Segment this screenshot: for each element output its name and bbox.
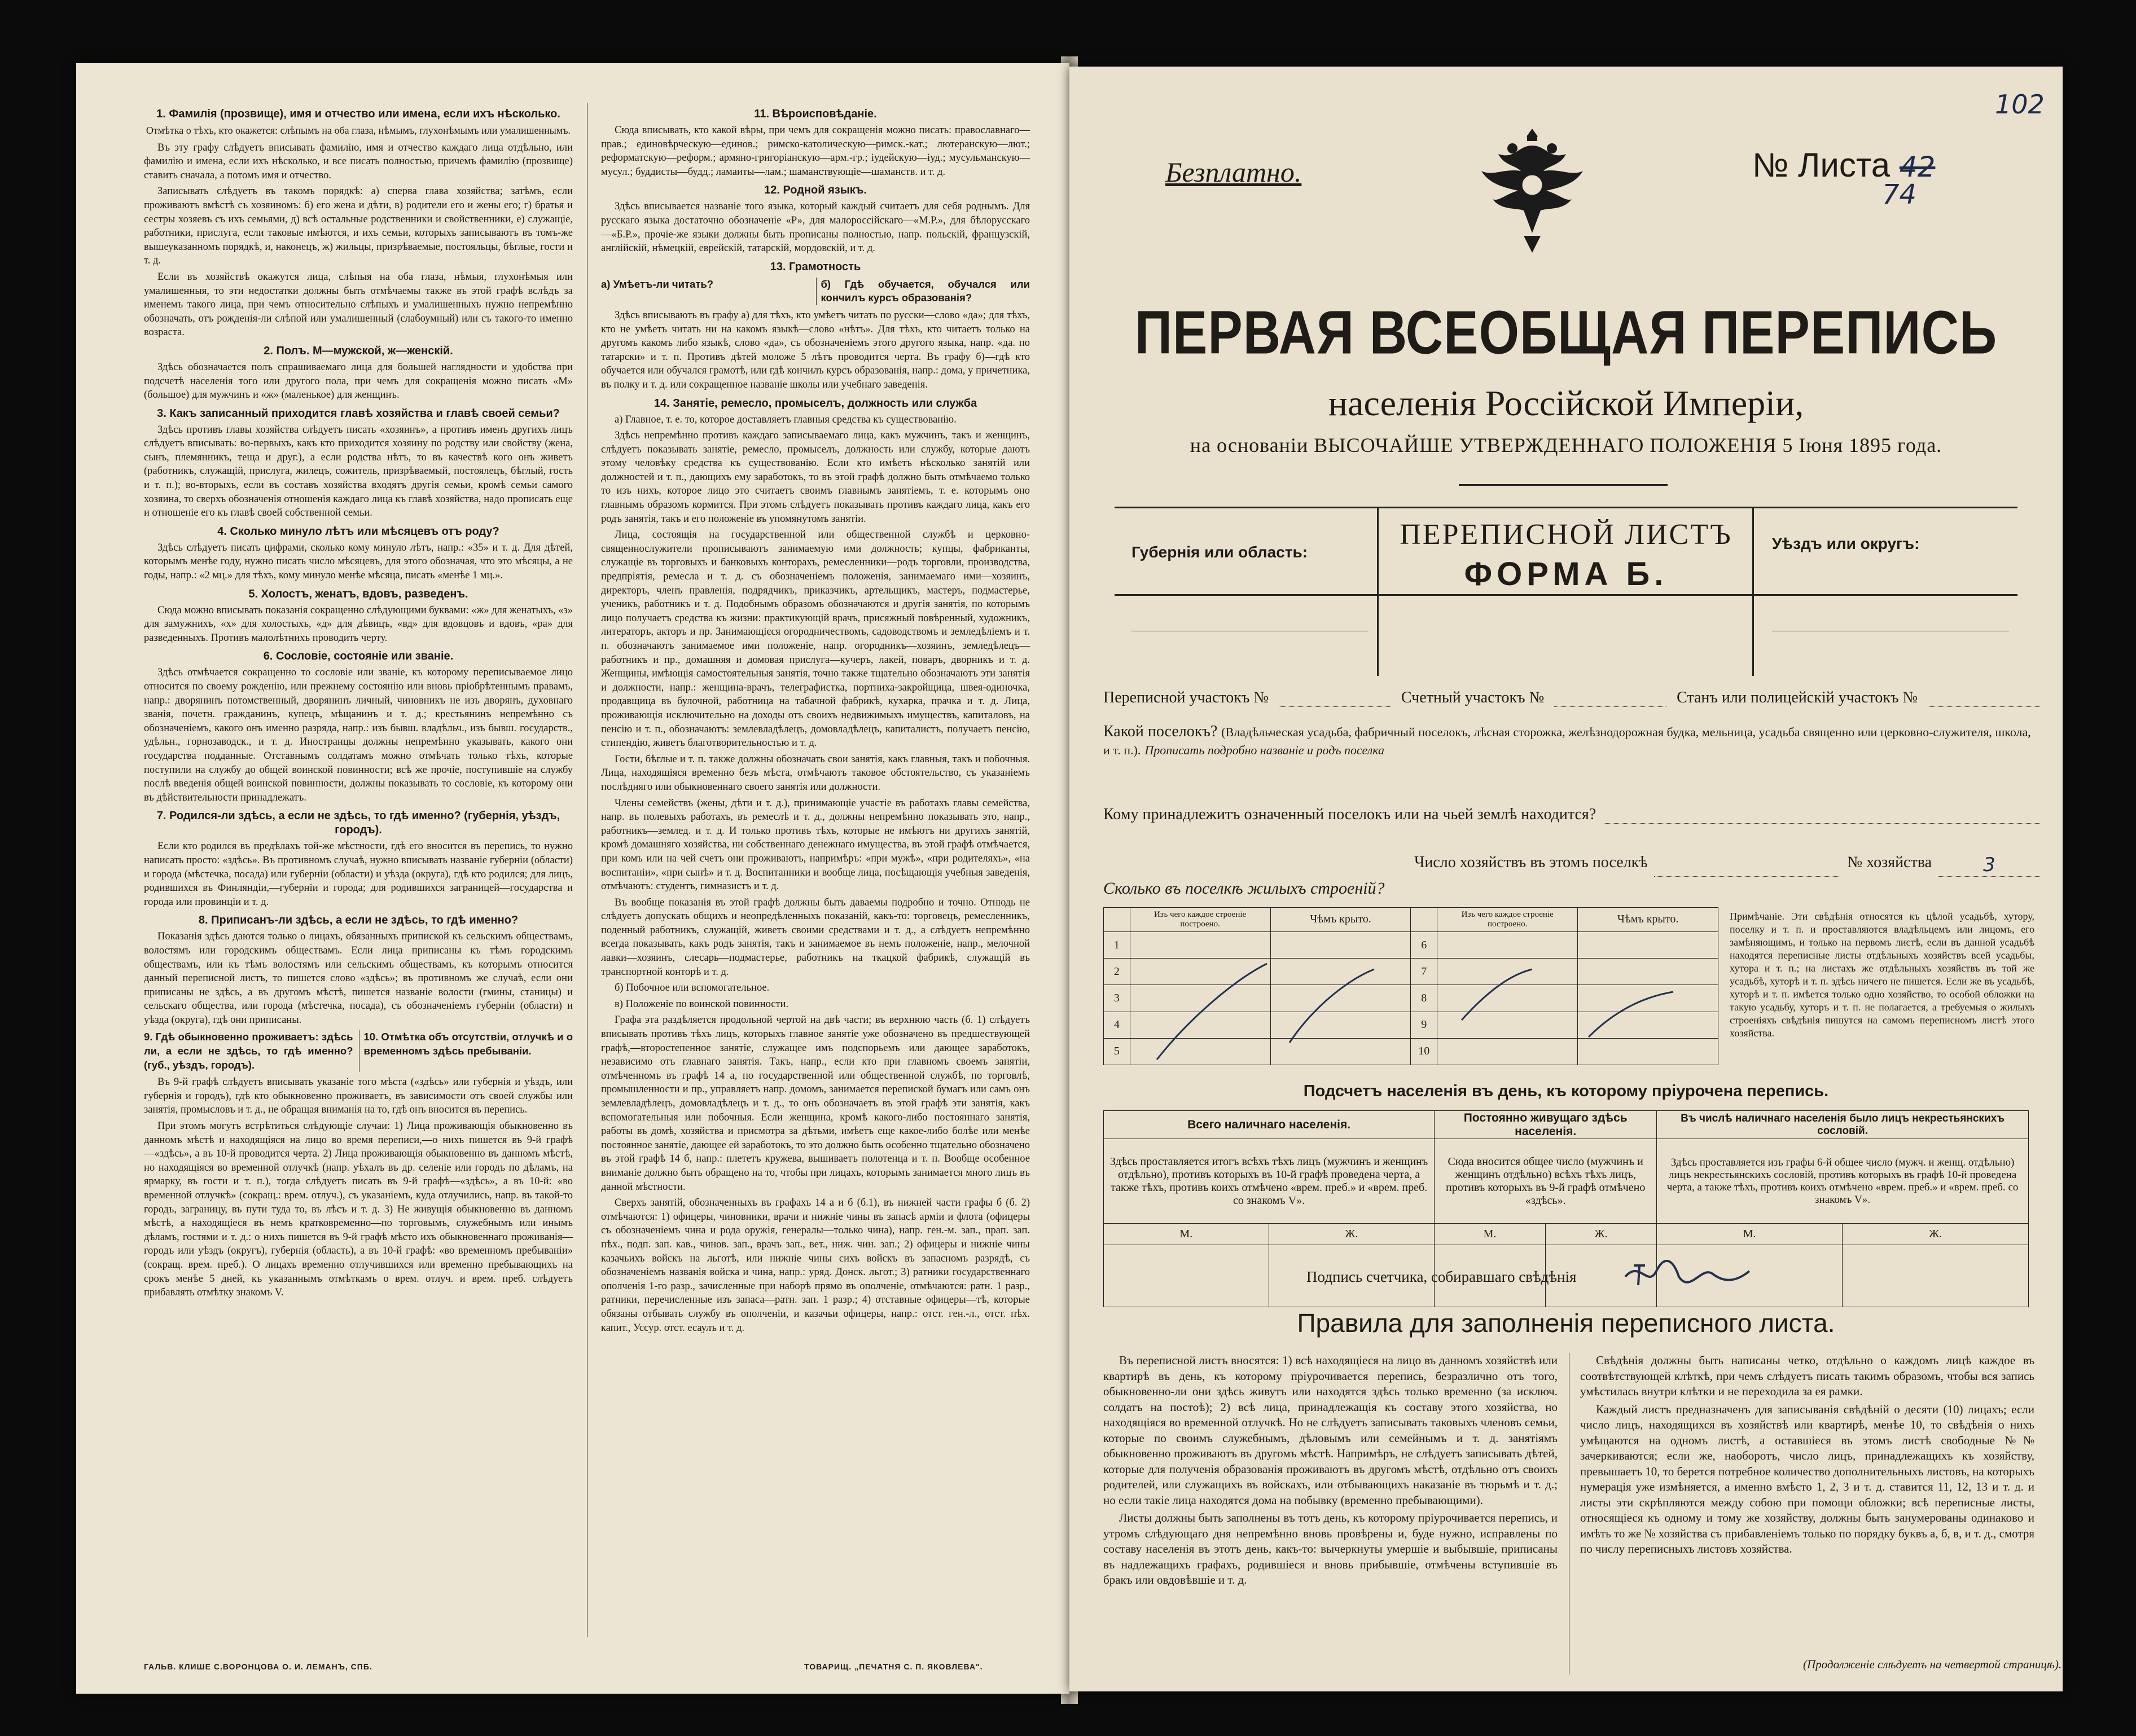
sheet-number-value: 74: [1882, 179, 1917, 210]
instruction-paragraph: Показанія здѣсь даются только о лицахъ, обязанныхъ припиской къ сельскимъ обществамъ, волостямъ или городскимъ обществамъ. Если лица приписаны къ тѣмъ городскимъ обществамъ, или къ тѣмъ волостямъ или сельскимъ обществамъ, къ которымъ относится данный переписной листъ, то пишется слово «здѣсь»; въ противномъ же случаѣ, если они приписаны не здѣсь, а въ другомъ мѣстѣ, пишется названіе волости (гмины, станицы) и сельскаго общества, или города (мѣстечка, посада), съ обозначеніемъ губерніи (области) и уѣзда (округа), гдѣ они приписаны.: [144, 931, 573, 1026]
free-of-charge-label: Безплатно.: [1165, 156, 1302, 188]
instructions-column-1: [144, 103, 573, 1302]
count-zh-1: Ж.: [1269, 1224, 1435, 1245]
dwellings-remark: Примѣчаніе. Эти свѣдѣнія относятся къ цѣлой усадьбѣ, хутору, поселку и т. п. и проставляются владѣльцемъ или лицомъ, его замѣняющимъ, и только на первомъ листѣ, если въ данной усадьбѣ находятся переписные листы отдѣльныхъ хозяйствъ всей усадьбы, хутора и т. п.; на листахъ же отдѣльныхъ хозяйствъ въ той же усадьбѣ, хуторѣ и т. п. здѣсь ничего не пишется. Если же въ усадьбѣ, хуторѣ и т. п. имѣется только одно хозяйство, то особой обложки на такую усадьбу, хуторъ и т. п. не полагается, а требуемыя о жилыхъ строеніяхъ свѣдѣнія пишутся на самомъ переписномъ листѣ этого хозяйства.: [1730, 911, 2034, 1039]
instruction-paragraph: Въ эту графу слѣдуетъ вписывать фамилію, имя и отчество каждаго лица отдѣльно, или фамилію и имена, если ихъ нѣсколько, и все писать полностью, причемъ фамилію (прозвище) ставить сначала, а потомъ имя и отчество.: [144, 142, 573, 181]
count-m-3: М.: [1657, 1224, 1843, 1245]
instruction-paragraph: Если въ хозяйствѣ окажутся лица, слѣпыя на оба глаза, нѣмыя, глухонѣмыя или умалишенныя, то эти недостатки должны быть отмѣчаемы также въ этой графѣ вслѣдъ за именемъ такого лица, при чемъ относительно слѣпыхъ и умалишенныхъ нужно непремѣнно обозначать, отъ рожденія-ли слѣпой или умалишенный (слабоумный) или съ такого-то именно возраста.: [144, 271, 573, 339]
legal-basis: на основаніи ВЫСОЧАЙШЕ УТВЕРЖДЕННАГО ПОЛОЖЕНІЯ 5 Іюня 1895 года.: [1190, 434, 1942, 456]
instruction-paragraph: Если кто родился въ предѣлахъ той-же мѣстности, гдѣ его вносится въ перепись, то нужно написать просто: «здѣсь». Въ противномъ случаѣ, нужно вписывать названіе губерніи (области) и города (мѣстечка, посада) или губерніи (области) и уѣзда (округа), гдѣ кто родился; для лицъ, родившихся въ Финляндіи,—губерніи и города; для родившихся заграницей—государства и города или провинціи и т. д.: [144, 841, 573, 908]
owner-line: [1103, 806, 2040, 824]
district-line: [1103, 689, 2040, 707]
two-part-heading-item: а) Умѣетъ-ли читать?: [601, 278, 714, 290]
section-heading: 7. Родился-ли здѣсь, а если не здѣсь, то гдѣ именно? (губернія, уѣздъ, городъ).: [156, 810, 560, 837]
instruction-paragraph: Сверхъ занятій, обозначенныхъ въ графахъ 14 а и б (б.1), въ нижней части графы б (б. 2) отмѣчаются: 1) офицеры, чиновники, врачи и нижніе чины въ запасѣ арміи и флота (офицеры съ обозначеніемъ чина и рода оружія, генералы—только чина), напр. ген.-м. зап., прап. зап. пѣх., подп. зап. кав., чинов. зап., врачъ зап., вет., ниж. чин. зап.; 2) офицеры и нижніе чины казачьихъ войскъ на льготѣ, или нижніе чины сихъ войскъ въ запасномъ разрядѣ, съ обозначеніемъ названія войска и чина, напр.: уряд. Донск. льгот.; 3) ратники государственнаго ополченія 1-го разр., зачисленные при наборѣ прямо въ ополченіе, отмѣчаются: ратн. 1 разр., ратники, перечисленные изъ запаса—ратн. зап. 1 разр.; 4) отставные офицеры—тѣ, которые обязаны отбывать службу въ ополченіи, и казачьи офицеры, напр.: отст. ген.-л., отст. пѣх. капит., Уссур. отст. есаулъ и т. д.: [601, 1197, 1030, 1334]
instruction-paragraph: Сюда можно вписывать показанія сокращенно слѣдующими буквами: «ж» для женатыхъ, «з» для замужнихъ, «х» для холостыхъ, «д» для дѣвицъ, «вд» для вдовцовъ и вдовъ, «ра» для разведенныхъ. Противъ малолѣтнихъ проводить черту.: [144, 604, 573, 644]
instruction-paragraph: б) Побочное или вспомогательное.: [615, 982, 770, 994]
settlement-label: Какой поселокъ?: [1103, 723, 1218, 740]
dwelling-row-number: 10: [1411, 1038, 1437, 1065]
dwellings-row-num-head: [1104, 908, 1130, 932]
dwelling-row-number: 8: [1411, 985, 1437, 1012]
instruction-paragraph: Здѣсь отмѣчается сокращенно то сословіе или званіе, къ которому переписываемое лицо относится по своему рожденію, или прежнему состоянію или вновь пріобрѣтеннымъ правамъ, напр.: дворянинъ потомственный, дворянинъ личный, чиновникъ не изъ дворянъ, духовнаго званія, почетн. гражданинъ, купецъ, мѣщанинъ и т. д.; крестьянинъ непремѣнно съ обозначеніемъ, какого онъ именно разряда, напр.: изъ бывш. владѣльч., изъ бывш. государств., удѣльн., горнозаводск., и т. д. Иностранцы должны непремѣнно указывать, какого они государства подданные. Отставнымъ солдатамъ можно отмѣчать только тѣхъ, которые поступили на службу до общей воинской повинности; всѣ же прочіе, поступившіе на службу послѣ введенія общей воинской повинности, должны показывать то сословіе, къ которому они въ дѣйствительности принадлежатъ.: [144, 667, 573, 803]
form-title-line-1: ПЕРЕПИСНОЙ ЛИСТЪ: [1400, 518, 1733, 551]
form-title-line-2: ФОРМА Б.: [1464, 556, 1668, 592]
instruction-paragraph: Гости, бѣглые и т. п. также должны обозначать свои занятія, какъ главныя, такъ и побочныя. Лица, находящіяся временно безъ мѣста, отмѣчаютъ таковое обстоятельство, съ указаніемъ послѣдняго или обыкновеннаго своего занятія или должности.: [601, 753, 1030, 793]
census-title: ПЕРВАЯ ВСЕОБЩАЯ ПЕРЕПИСЬ: [1134, 298, 1998, 367]
rule-paragraph: Листы должны быть заполнены въ тотъ день, къ которому пріурочивается перепись, и утромъ слѣдующаго дня непремѣнно вновь провѣрены и, буде нужно, исправлены по составу населенія въ этотъ день, какъ-то: вычеркнуты умершіе и выбывшіе, приписаны въ надлежащихъ графахъ, родившіеся и вновь прибывшіе, отмѣчены вступившіе въ бракъ или овдовѣвшіе и т. д.: [1103, 1511, 1558, 1586]
instruction-paragraph: Сюда вписывать, кто какой вѣры, при чемъ для сокращенія можно писать: православнаго—прав.; единовѣрческую—единов.; римско-католическую—римск.-кат.; лютеранскую—лют.; реформатскую—реформ.; армяно-григоріанскую—арм.-гр.; іудейскую—іуд.; мусульманскую—мусул.; буддисты—будд.; ламаиты—лам.; шаманствующіе—шаманств. и т. д.: [601, 125, 1030, 178]
sheet-number: [1752, 146, 1935, 210]
households-count-field[interactable]: [1654, 854, 1840, 877]
uezd-label: Уѣздъ или округъ:: [1772, 535, 1920, 552]
instruction-paragraph: При этомъ могутъ встрѣтиться слѣдующіе случаи: 1) Лица проживающія обыкновенно въ данномъ мѣстѣ и находящіяся на лицо во время переписи,—о нихъ пишется въ 9-й графѣ—«здѣсь», а въ 10-й проводится черта. 2) Лица проживающія обыкновенно въ данномъ мѣстѣ, но находящіяся во временной отлучкѣ (напр. уѣхалъ въ др. селеніе или городъ по дѣламъ, на ярмарку, въ гости и т. п.), тогда слѣдуетъ писать въ 9-й графѣ—«здѣсь», а въ 10-й: «во временной отлучкѣ» (сокращ.: врем. отлуч.), съ указаніемъ, куда отлучились, напр. въ такой-то городъ, заграницу, въ пути туда то, въ лѣсъ и т. д. 3) Не живущія обыкновенно въ данномъ мѣстѣ, а находящіеся въ немъ кратковременно—по торговымъ, служебнымъ или инымъ дѣламъ, гостями и т. д.: о нихъ пишется въ 9-й графѣ мѣсто ихъ обыкновеннаго проживанія—городъ или уѣздъ (округъ), губернія (область), а въ 10-й графѣ: «во временномъ пребываніи» (сокращ. врем. преб.). О лицахъ временно отлучившихся или временно пребывающихъ на срокъ менѣе 5 дней, къ указаннымъ отмѣткамъ о врем. отлуч. и врем. преб. слѣдуетъ прибавлять отмѣтку знакомъ V.: [144, 1120, 573, 1299]
dwelling-row-number: 9: [1411, 1012, 1437, 1038]
households-line: [1103, 854, 2040, 877]
instruction-paragraph: Здѣсь обозначается полъ спрашиваемаго лица для большей наглядности и удобства при подсчетѣ населенія того или другого пола, при чемъ для сокращенія можно писать «М» (большое) для мужчинъ и «ж» (маленькое) для женщинъ.: [144, 361, 573, 401]
printer-credit-left: ГАЛЬВ. КЛИШЕ С.ВОРОНЦОВА О. И. ЛЕМАНЪ, СПБ.: [144, 1662, 372, 1671]
header-box-right-divider: [1752, 507, 1754, 676]
right-page: [1069, 67, 2063, 1691]
count-zh-2: Ж.: [1545, 1224, 1656, 1245]
household-number-value[interactable]: 3: [1938, 854, 2040, 877]
counting-district-field[interactable]: [1554, 689, 1666, 707]
census-subtitle: населенія Россійской Имперіи,: [1328, 383, 1804, 423]
gubernia-label: Губернія или область:: [1131, 543, 1308, 561]
corner-handwritten-note: 102: [1995, 89, 2045, 120]
dwellings-question: Сколько въ поселкѣ жилыхъ строеній?: [1103, 879, 1385, 898]
census-district-label: Переписной участокъ №: [1103, 689, 1269, 706]
count-m-1: М.: [1104, 1224, 1269, 1245]
two-part-heading: [601, 278, 1030, 305]
section-heading: 11. Вѣроисповѣданіе.: [754, 108, 877, 120]
settlement-hint: (Владѣльческая усадьба, фабричный поселокъ, лѣсная сторожка, желѣзнодорожная будка, мельница, усадьба священно или церковно-служителя, школа, и т. п.).: [1103, 725, 2031, 757]
dwelling-row-number: 3: [1104, 985, 1130, 1012]
instruction-paragraph: Здѣсь непремѣнно противъ каждаго записываемаго лица, какъ мужчинъ, такъ и женщинъ, слѣдуетъ показывать занятіе, ремесло, промыселъ, должность или службу, которые даютъ этому человѣку средства къ существованію. Если кто имѣетъ нѣсколько занятій или должностей и т. п., дающихъ ему заработокъ, то въ этой графѣ должно быть отмѣчаемо только то изъ нихъ, которое лицо это считаетъ своимъ главнымъ занятіемъ, т. е. которымъ оно главнымъ образомъ кормится. При этомъ слѣдуетъ показывать противъ каждаго лица, какъ его родъ занятія, такъ и его положеніе въ упомянутомъ занятіи.: [601, 430, 1030, 525]
two-part-heading-item: б) Гдѣ обучается, обучался или кончилъ курсъ образованія?: [816, 278, 1030, 305]
rules-title: Правила для заполненія переписного листа.: [1297, 1308, 1835, 1338]
owner-field[interactable]: [1603, 806, 2040, 824]
title-separator: [1459, 484, 1668, 486]
dwellings-material-head-2: Изъ чего каждое строеніе построено.: [1437, 908, 1578, 932]
section-heading: 8. Приписанъ-ли здѣсь, а если не здѣсь, то гдѣ именно?: [198, 914, 519, 927]
instruction-paragraph: Здѣсь вписывается названіе того языка, который каждый считаетъ для себя роднымъ. Для русскаго языка достаточно обозначеніе «Р», для малороссійскаго—«М.Р.», для бѣлорусскаго—«Б.Р.», прочіе-же языки должны быть прописаны полностью, напр. польскій, французскій, англійскій, нѣмецкій, еврейскій, татарскій, мордовскій, и т. д.: [601, 201, 1030, 254]
section-heading: 13. Грамотность: [770, 260, 861, 273]
left-page: [76, 63, 1069, 1694]
rules-column-1: [1103, 1353, 1558, 1590]
dwelling-row-number: 4: [1104, 1012, 1130, 1038]
dwelling-row-number: 7: [1411, 959, 1437, 985]
header-box-top-line: [1115, 507, 2017, 508]
count-col-head-3: Въ числѣ наличнаго населенія было лицъ некрестьянскихъ сословій.: [1657, 1111, 2029, 1139]
rule-paragraph: Каждый листъ предназначенъ для записыванія свѣдѣній о десяти (10) лицахъ; если число лицъ, находящихся въ хозяйствѣ или квартирѣ, менѣе 10, то свѣдѣнія о нихъ умѣщаются на одномъ листѣ, а оставшіеся въ этомъ листѣ свободные №№ зачеркиваются; если же, наоборотъ, число лицъ, принадлежащихъ къ хозяйству, превышаетъ 10, то берется потребное количество дополнительныхъ листовъ, на которыхъ нумерація уже измѣняется, а именно вмѣсто 1, 2, 3 и т. д. ставится 11, 12, 13 и т. д. и листы эти скрѣпляются между собою при помощи обложки; всѣ переписные листы, относящіеся къ одному и тому же хозяйству, должны быть занумерованы одинаково и имѣть то же № хозяйства съ прибавленіемъ только по порядку буквъ а, б, в, и т. д., смотря по числу переписныхъ листовъ хозяйства.: [1580, 1402, 2034, 1555]
continued-note: (Продолженіе слѣдуетъ на четвертой страницѣ).: [1803, 1658, 2062, 1671]
printer-credit-right: ТОВАРИЩ. „ПЕЧАТНЯ С. П. ЯКОВЛЕВА".: [804, 1662, 983, 1671]
dwellings-roof-head-2: Чѣмъ крыто.: [1578, 908, 1718, 932]
enumerator-signature-label: Подпись счетчика, собиравшаго свѣдѣнія: [1306, 1268, 1577, 1285]
section-heading: 3. Какъ записанный приходится главѣ хозяйства и главѣ своей семьи?: [157, 407, 560, 420]
form-title: [1380, 515, 1752, 594]
population-count-title: Подсчетъ населенія въ день, къ которому пріурочена перепись.: [1303, 1082, 1829, 1100]
instruction-paragraph: Здѣсь слѣдуетъ писать цифрами, сколько кому минуло лѣтъ, напр.: «35» и т. д. Для дѣтей, которымъ менѣе году, нужно писать число мѣсяцевъ, для этого обозначая, что это мѣсяцы, а не годы, напр.: «2 мц.» для тѣхъ, кому минуло менѣе мѣсяца, писать «менѣе 1 мц.».: [144, 542, 573, 582]
rule-paragraph: Въ переписной листъ вносятся: 1) всѣ находящіеся на лицо въ данномъ хозяйствѣ или квартирѣ въ день, къ которому пріурочивается перепись, безразлично отъ того, обыкновенно-ли они здѣсь живутъ или находятся здѣсь только временно (за исключ. солдатъ на постоѣ); 2) всѣ лица, принадлежащія къ составу этого хозяйства, но находящіяся во временной отлучкѣ. Но не слѣдуетъ записывать таковыхъ членовъ семьи, которые по своимъ служебнымъ, дѣловымъ или семейнымъ и т. д. занятіямъ обыкновенно проживаютъ въ другомъ мѣстѣ. Напримѣръ, не слѣдуетъ записывать дѣтей, которые для полученія образованія проживаютъ въ другомъ мѣстѣ, отдѣльно отъ своихъ родителей, или служащихъ въ войскахъ, или отбывающихъ наказаніе въ тюрьмѣ и т. д.; но если такіе лица находятся дома на побывку (временно пребывающими).: [1103, 1353, 1558, 1507]
count-cell-zh-3[interactable]: [1843, 1245, 2029, 1307]
section-subheading: Отмѣтка о тѣхъ, кто окажется: слѣпымъ на оба глаза, нѣмымъ, глухонѣмымъ или умалишеннымъ.: [146, 125, 571, 136]
owner-label: Кому принадлежитъ означенный поселокъ или на чьей землѣ находится?: [1103, 806, 1596, 823]
dwelling-row-number: 5: [1104, 1038, 1130, 1065]
instruction-paragraph: Лица, состоящія на государственной или общественной службѣ и церковно-священнослужители прописываютъ занимаемую ими должность; купцы, фабриканты, служащіе въ торговыхъ и банковыхъ конторахъ, ремесленники—родъ торговли, производства, предпріятія, ремесла и т. д. съ обозначеніемъ положенія, занимаемаго ими—хозяинъ, директоръ, членъ правленія, подрядчикъ, приказчикъ, артельщикъ, мастеръ, подмастерье, ученикъ, работникъ и т. д. Подобнымъ образомъ обозначаются и другія занятія, по которымъ лицо получаетъ средства къ жизни: практикующій врачъ, присяжный повѣренный, художникъ, литераторъ, акторъ и пр. Занимающієся огородничествомъ, садоводствомъ и земледѣліемъ и т. п. обозначаютъ занимаемое ими положеніе, напр. огородникъ—хозяинъ, земледѣлецъ—работникъ и пр., домашняя и домовая прислуга—кучеръ, лакей, поваръ, дворникъ и т. д. Женщины, имѣющія самостоятельныя занятія, точно также тщательно обозначаютъ эти занятія и должности, напр.: женщина-врачъ, телеграфистка, портниха-закройщица, швея-одиночка, продавщица въ булочной, работница на табачной фабрикѣ, кухарка, прачка и т. д. Лица, проживающія исключительно на доходы отъ своихъ недвижимыхъ имуществъ, капиталовъ, на пенсію и т. п., обозначаютъ: землевладѣлецъ, домовладѣлецъ, капиталистъ, получаетъ пенсію, стипендію, живетъ благотворительностью и т. д.: [601, 529, 1030, 749]
instruction-paragraph: Графа эта раздѣляется продольной чертой на двѣ части; въ верхнюю часть (б. 1) слѣдуетъ вписывать противъ тѣхъ лицъ, которыхъ главное занятіе уже обозначено въ предшествующей графѣ,—второстепенное занятіе, служащее имъ подспорьемъ или дающее заработокъ, независимо отъ главнаго занятія. Такъ, напр., если кто при главномъ своемъ занятіи, отмѣченномъ въ графѣ 14 а, по государственной или общественной службѣ, по торговлѣ, промышленности и пр., управляетъ напр. домомъ, занимается перепиской бумагъ или самъ онъ землевладѣлецъ, домовладѣлецъ и т. д., то онъ обозначаетъ въ этой графѣ эти занятія, какъ вспомогательныя или побочныя. Если женщина, кромѣ какого-либо постояннаго занятія, работы въ домѣ, хозяйства и присмотра за дѣтьми, имѣетъ еще какое-либо болѣе или менѣе постоянное занятіе, дающее ей заработокъ, то это должно быть особенно тщательно обозначено въ этой графѣ 14 б, напр.: плететъ кружева, вышиваетъ полотенца и т. п. Вообще особенное вниманіе должно быть обращено на то, чтобы при лицахъ, которымъ занимается много лицъ въ данной мѣстности.: [601, 1014, 1030, 1193]
dwellings-roof-head: Чѣмъ крыто.: [1270, 908, 1411, 932]
two-part-heading-item: 10. Отмѣтка объ отсутствіи, отлучкѣ и о временномъ здѣсь пребываніи.: [359, 1030, 573, 1072]
section-heading: 4. Сколько минуло лѣтъ или мѣсяцевъ отъ роду?: [217, 525, 499, 538]
sheet-number-crossed: 42: [1899, 151, 1936, 183]
instruction-paragraph: Здѣсь противъ главы хозяйства слѣдуетъ писать «хозяинъ», а противъ именъ другихъ лицъ слѣдуетъ вписывать: во-первыхъ, какъ кто приходится хозяину по родству или свойству (жена, сынъ, племянникъ, теща и друг.), а если родства нѣтъ, то въ качествѣ кого онъ живетъ (работникъ, служащій, прислуга, жилецъ, сожитель, призрѣваемый, постоялецъ, бѣглый, гость и т. п.); во-вторыхъ, если въ составъ хозяйства входятъ другія семьи, кромѣ семьи самого хозяина, то сверхъ обозначенія отношенія каждаго лица къ главѣ хозяйства, надо прописать еще и отношеніе его къ главѣ своей собственной семьи.: [144, 424, 573, 519]
count-col-head-1: Всего наличнаго населенія.: [1104, 1111, 1435, 1139]
dwelling-row-number: 1: [1104, 931, 1130, 958]
rules-column-2: [1580, 1353, 2034, 1559]
section-heading: 6. Сословіе, состояніе или званіе.: [263, 650, 454, 663]
enumerator-signature-icon: [1622, 1254, 1752, 1294]
count-col-head-2: Постоянно живущаго здѣсь населенія.: [1435, 1111, 1657, 1139]
instruction-paragraph: Въ 9-й графѣ слѣдуетъ вписывать указаніе того мѣста («здѣсь» или губернія и уѣздъ, или губернія и городъ), гдѣ кто обыкновенно проживаетъ, въ зависимости отъ своей службы или занятія, промысловъ и т. д., не обращая вниманія на то, гдѣ онъ вносится въ перепись.: [144, 1076, 573, 1116]
section-heading: 14. Занятіе, ремесло, промыселъ, должность или служба: [653, 397, 977, 410]
settlement-hint-2: Прописать подробно названіе и родъ поселка: [1144, 743, 1385, 757]
count-col-body-1: Здѣсь проставляется итогъ всѣхъ тѣхъ лицъ (мужчинъ и женщинъ отдѣльно), противъ которыхъ въ 10-й графѣ проведена черта, а также тѣхъ, противъ коихъ отмѣчено «врем. преб.» и «врем. преб. со знакомъ V».: [1104, 1139, 1435, 1224]
count-cell-m-1[interactable]: [1104, 1245, 1269, 1307]
double-headed-eagle-emblem-icon: [1479, 123, 1586, 264]
census-district-field[interactable]: [1279, 689, 1391, 707]
two-part-heading-item: 9. Гдѣ обыкновенно проживаетъ: здѣсь ли, а если не здѣсь, то гдѣ именно? (губ., уѣздъ, городъ).: [144, 1031, 353, 1071]
count-col-body-3: Здѣсь проставляется изъ графы 6-й общее число (мужч. и женщ. отдѣльно) лицъ некрестьянскихъ сословій, противъ которыхъ въ графѣ 10-й проведена черта, а также тѣхъ, противъ коихъ отмѣчено «врем. преб.» и «врем. преб. со знакомъ V».: [1657, 1139, 2029, 1224]
dwellings-material-head: Изъ чего каждое строеніе построено.: [1130, 908, 1270, 932]
section-heading: 5. Холостъ, женатъ, вдовъ, разведенъ.: [248, 587, 468, 600]
count-m-2: М.: [1435, 1224, 1546, 1245]
section-heading: 12. Родной языкъ.: [764, 184, 867, 197]
count-col-body-2: Сюда вносится общее число (мужчинъ и женщинъ отдѣльно) всѣхъ тѣхъ лицъ, противъ которыхъ въ 9-й графѣ отмѣчено «здѣсь».: [1435, 1139, 1657, 1224]
instruction-paragraph: а) Главное, т. е. то, которое доставляетъ главныя средства къ существованію.: [615, 414, 957, 425]
stan-label: Станъ или полицейскій участокъ №: [1677, 689, 1918, 706]
dwellings-handwritten-strokes: [1103, 930, 1718, 1065]
two-part-heading: [144, 1030, 573, 1072]
household-number-label: № хозяйства: [1847, 854, 1932, 871]
households-count-label: Число хозяйствъ въ этомъ поселкѣ: [1414, 854, 1648, 871]
counting-district-label: Счетный участокъ №: [1401, 689, 1545, 706]
dwellings-row-num-head-2: [1411, 908, 1437, 932]
sheet-number-label: № Листа: [1752, 146, 1891, 184]
header-box-left-divider: [1377, 507, 1379, 676]
instruction-paragraph: Записывать слѣдуетъ въ такомъ порядкѣ: а) сперва глава хозяйства; затѣмъ, если проживаютъ вмѣстѣ съ хозяиномъ: б) его жена и дѣти, в) родители его и жены его; г) братья и сестры хозяевъ съ ихъ семьями, д) всѣ остальные родственники и свойственники, е) служащіе, работники, прислуга, если таковые имѣются, и ихъ семьи, которыхъ записываютъ въ томъ-же вышеуказанномъ порядкѣ, и, наконецъ, ж) жильцы, призрѣваемые, постояльцы, бѣглые, гости и т. д.: [144, 186, 573, 267]
section-heading: 1. Фамилія (прозвище), имя и отчество или имена, если ихъ нѣсколько.: [156, 108, 560, 120]
header-box-bottom-line: [1115, 594, 2017, 596]
settlement-line: [1103, 723, 2040, 759]
section-heading: 2. Полъ. М—мужской, ж—женскій.: [264, 344, 453, 357]
instruction-paragraph: Здѣсь вписывають въ графу а) для тѣхъ, кто умѣетъ читать по русски—слово «да»; для тѣхъ, кто не умѣетъ читать ни на какомъ языкѣ—слово «нѣтъ». Для тѣхъ, кто читаетъ только на другомъ какомъ либо языкѣ, слово «да», съ обозначеніемъ этого другого языка, напр. «да. по татарски» и т. п. Противъ дѣтей моложе 5 лѣтъ проводится черта. Въ графу б)—гдѣ кто обучается или обучался грамотѣ, или гдѣ кончилъ курсъ образованія, напр.: дома, у причетника, въ полку и т. д. или сокращенное названіе школы или учебнаго заведенія.: [601, 309, 1030, 390]
instruction-paragraph: Въ вообще показанія въ этой графѣ должны быть даваемы подробно и точно. Отнюдь не слѣдуетъ допускать общихъ и неопредѣленныхъ показаній, какъ-то: торговецъ, ремесленникъ, поденный работникъ, служащій, живетъ своими средствами и т. д., а слѣдуетъ непремѣнно всегда показывать, какъ родъ занятія, такъ и занимаемое въ немъ положеніе, напр., мелочной лавки—хозяинъ, слесарь—подмастерье, работникъ на ткацкой фабрикѣ, служащій въ транспортной конторѣ и т. д.: [601, 896, 1030, 978]
dwelling-row-number: 2: [1104, 959, 1130, 985]
rule-paragraph: Свѣдѣнія должны быть написаны четко, отдѣльно о каждомъ лицѣ каждое въ соотвѣтствующей клѣткѣ, при чемъ слѣдуетъ писать такимъ образомъ, чтобы вся запись умѣстилась внутри клѣтки и не переходила за ея рамки.: [1580, 1353, 2034, 1398]
instruction-paragraph: в) Положеніе по воинской повинности.: [615, 998, 789, 1010]
count-zh-3: Ж.: [1843, 1224, 2029, 1245]
stan-field[interactable]: [1928, 689, 2040, 707]
dwelling-row-number: 6: [1411, 931, 1437, 958]
instruction-paragraph: Члены семействъ (жены, дѣти и т. д.), принимающіе участіе въ работахъ главы семейства, напр. въ полевыхъ работахъ, въ ремеслѣ и т. д., должны непремѣнно показывать это, напр., работникъ—землед. и т. д. И только противъ тѣхъ, которые не имѣютъ ни другихъ занятій, кромѣ домашняго хозяйства, ни собственнаго денежнаго имущества, въ этой графѣ отмѣчается, при комъ или на чей счетъ они проживаютъ, напримѣръ: «при мужѣ», «при родителяхъ», «на воспитаніи», «при сынѣ» и т. д. Воспитанники и вообще лица, посѣщающія учебныя заведенія, отмѣчаютъ: студентъ, гимназистъ и т. д.: [601, 797, 1030, 893]
instructions-column-2: [601, 103, 1030, 1337]
